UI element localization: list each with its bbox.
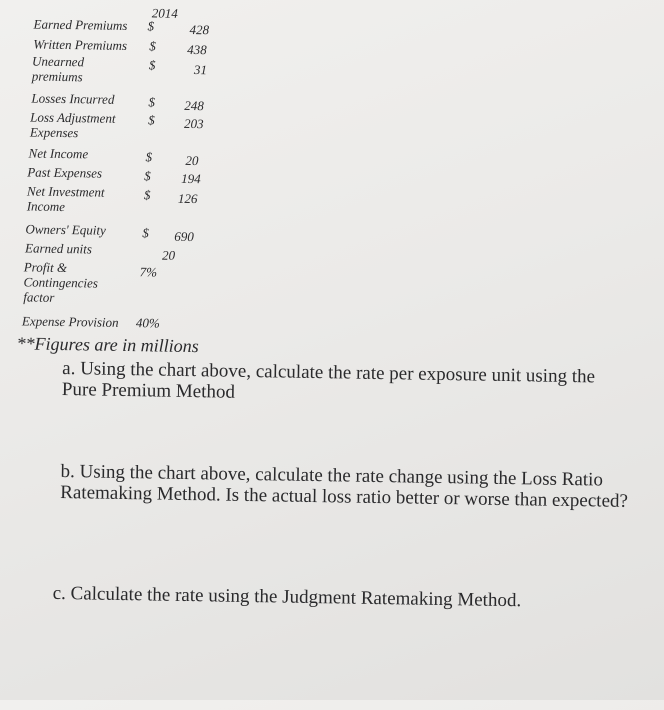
figures-note: **Figures are in millions (16, 333, 199, 357)
row-value-past-expenses: 194 (181, 170, 201, 187)
question-a-text: a. Using the chart above, calculate the rate per exposure unit using the Pure Premium Method (61, 358, 596, 403)
row-dollar-loss-adjustment-expenses: $ (148, 112, 155, 128)
row-dollar-net-income: $ (145, 149, 153, 165)
row-label-net-income: Net Income (28, 145, 89, 162)
question-b (60, 461, 631, 512)
row-dollar-written-premiums: $ (149, 38, 156, 54)
row-value-net-income: 20 (185, 152, 199, 169)
row-label-owners-equity: Owners' Equity (25, 221, 106, 238)
row-value-profit-contingencies-factor: 7% (139, 264, 158, 280)
row-value-net-investment-income: 126 (177, 190, 198, 207)
row-dollar-earned-premiums: $ (147, 18, 155, 34)
question-b-text: b. Using the chart above, calculate the rate change using the Loss Ratio Ratemaking Method. Is the actual loss ratio better or worse than expected? (60, 461, 629, 512)
row-value-earned-premiums: 428 (189, 21, 210, 38)
year-header: 2014 (151, 5, 178, 21)
row-value-loss-adjustment-expenses: 203 (183, 115, 204, 132)
row-dollar-net-investment-income: $ (143, 187, 151, 203)
row-value-earned-units: 20 (161, 247, 176, 263)
question-a (62, 358, 633, 409)
row-label-net-investment-income: Net Investment Income (26, 183, 105, 215)
row-dollar-past-expenses: $ (144, 168, 151, 184)
question-c (53, 583, 623, 613)
row-value-owners-equity: 690 (174, 228, 194, 245)
row-label-earned-premiums: Earned Premiums (33, 16, 128, 34)
row-label-profit-contingencies-factor: Profit & Contingencies factor (23, 259, 99, 305)
row-label-written-premiums: Written Premiums (33, 36, 128, 54)
row-dollar-owners-equity: $ (142, 225, 149, 241)
row-value-written-premiums: 438 (187, 41, 207, 58)
row-label-loss-adjustment-expenses: Loss Adjustment Expenses (29, 109, 116, 141)
row-label-expense-provision: Expense Provision (21, 313, 119, 330)
row-value-losses-incurred: 248 (184, 97, 204, 114)
row-value-expense-provision: 40% (135, 315, 160, 331)
row-dollar-losses-incurred: $ (148, 94, 156, 110)
row-label-past-expenses: Past Expenses (27, 164, 103, 181)
row-dollar-unearned-premiums: $ (148, 57, 156, 73)
row-label-unearned-premiums: Unearned premiums (31, 53, 85, 85)
question-c-text: c. Calculate the rate using the Judgment Ratemaking Method. (52, 582, 522, 612)
row-label-losses-incurred: Losses Incurred (31, 90, 115, 107)
row-label-earned-units: Earned units (24, 240, 93, 257)
row-value-unearned-premiums: 31 (193, 62, 208, 78)
